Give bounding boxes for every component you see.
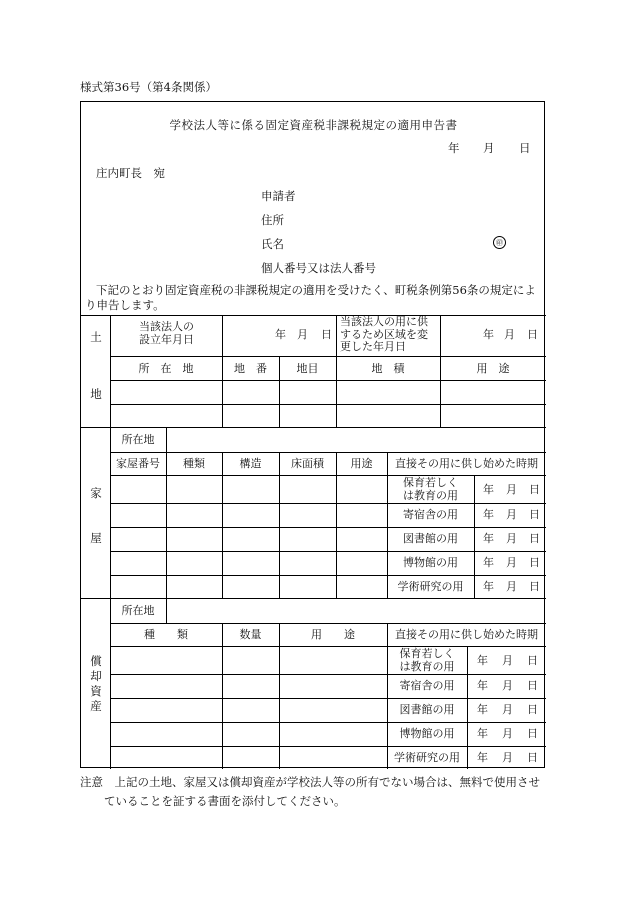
land-use-month: 月 <box>504 328 515 341</box>
house-use-dormitory: 寄宿舎の用 <box>403 508 458 521</box>
footnote <box>80 773 560 811</box>
land-use-day: 日 <box>527 328 538 341</box>
seal-mark: ㊞ <box>493 236 506 249</box>
land-use-date-label: 当該法人の用に供 するため区域を変 更した年月日 <box>340 315 428 353</box>
land-header-lot-number: 地 番 <box>234 362 267 375</box>
application-form: 学校法人等に係る固定資産税非課税規定の適用申告書 年 月 日 庄内町長 宛 申請者 住所 氏名 ㊞ 個人番号又は法人番号 下記のとおり固定資産税の非課税規定の適用を受けたく、町税条例第56条の規定により申告します。 土 地 当該法人の 設立年月日 年 月 日 当該法人の用に供 するため区域を変 更した年月日 年 月 日 所 在 地 地 番 地目 地 積 用 途 家 屋 所在地 家屋番号 種類 構造 床面積 用途 直接その用に供し始めた時期 保育若しく は教育の用 寄宿舎の用 図書館の用 博物館の用 学術研究の用 年 月 日 年 月 日 年 月 日 年 月 日 年 月 日 償 却 資 産 所在地 種 類 数量 用 途 直接その用に供し始めた時期 保育若しく は教育の用 寄宿舎の用 図書館の用 博物館の用 学術研究の用 年 月 日 年 月 日 年 月 日 年 月 日 年 月 日 <box>80 101 545 768</box>
date-day: 日 <box>519 141 531 155</box>
depreciable-use-museum: 博物館の用 <box>399 727 455 740</box>
house-use-library: 図書館の用 <box>403 532 458 545</box>
applicant-number-label: 個人番号又は法人番号 <box>261 261 376 275</box>
land-est-day: 日 <box>321 328 332 341</box>
land-header-location: 所 在 地 <box>138 362 194 375</box>
applicant-name-label: 氏名 <box>261 237 284 251</box>
land-label-top: 土 <box>90 330 102 344</box>
applicant-label: 申請者 <box>261 189 296 203</box>
house-label-bottom: 屋 <box>90 531 102 545</box>
note-prefix: 注意 <box>80 775 103 789</box>
depreciable-header-type: 種 類 <box>144 628 188 641</box>
house-header-number: 家屋番号 <box>116 457 160 470</box>
land-est-month: 月 <box>297 328 308 341</box>
house-use-education: 保育若しく は教育の用 <box>403 476 458 502</box>
note-line-2: ていることを証する書面を添付してください。 <box>104 794 346 808</box>
depreciable-use-research: 学術研究の用 <box>394 751 460 764</box>
date-month: 月 <box>483 141 495 155</box>
house-header-type: 種類 <box>183 457 205 470</box>
land-label-bottom: 地 <box>90 387 102 401</box>
land-header-category: 地目 <box>296 362 319 375</box>
depreciable-header-quantity: 数量 <box>239 628 262 641</box>
form-number: 様式第36号（第4条関係） <box>80 80 217 94</box>
depreciable-use-dormitory: 寄宿舎の用 <box>399 679 455 692</box>
addressee: 庄内町長 宛 <box>96 166 165 180</box>
intro-text: 下記のとおり固定資産税の非課税規定の適用を受けたく、町税条例第56条の規定により申告します。 <box>85 283 536 312</box>
land-est-year: 年 <box>275 328 286 341</box>
house-header-use: 用途 <box>350 457 373 470</box>
house-header-floor-area: 床面積 <box>291 457 324 470</box>
house-use-museum: 博物館の用 <box>403 556 458 569</box>
land-est-date-label: 当該法人の 設立年月日 <box>139 320 194 346</box>
house-use-research: 学術研究の用 <box>397 580 464 593</box>
depreciable-use-library: 図書館の用 <box>399 703 455 716</box>
form-title: 学校法人等に係る固定資産税非課税規定の適用申告書 <box>169 118 458 132</box>
depreciable-header-use: 用 途 <box>311 628 355 641</box>
date-year: 年 <box>448 141 460 155</box>
house-header-start-date: 直接その用に供し始めた時期 <box>395 457 538 470</box>
land-header-area: 地 積 <box>371 362 405 375</box>
note-line-1: 上記の土地、家屋又は償却資産が学校法人等の所有でない場合は、無料で使用させ <box>114 775 540 789</box>
depreciable-header-start-date: 直接その用に供し始めた時期 <box>395 628 538 641</box>
land-use-year: 年 <box>483 328 494 341</box>
depreciable-location-label: 所在地 <box>121 604 155 617</box>
applicant-address-label: 住所 <box>261 213 284 227</box>
land-header-use: 用 途 <box>476 362 510 375</box>
house-label-top: 家 <box>90 486 102 500</box>
house-location-label: 所在地 <box>121 433 155 446</box>
house-header-structure: 構造 <box>239 457 262 470</box>
depreciable-use-education: 保育若しく は教育の用 <box>399 647 455 673</box>
